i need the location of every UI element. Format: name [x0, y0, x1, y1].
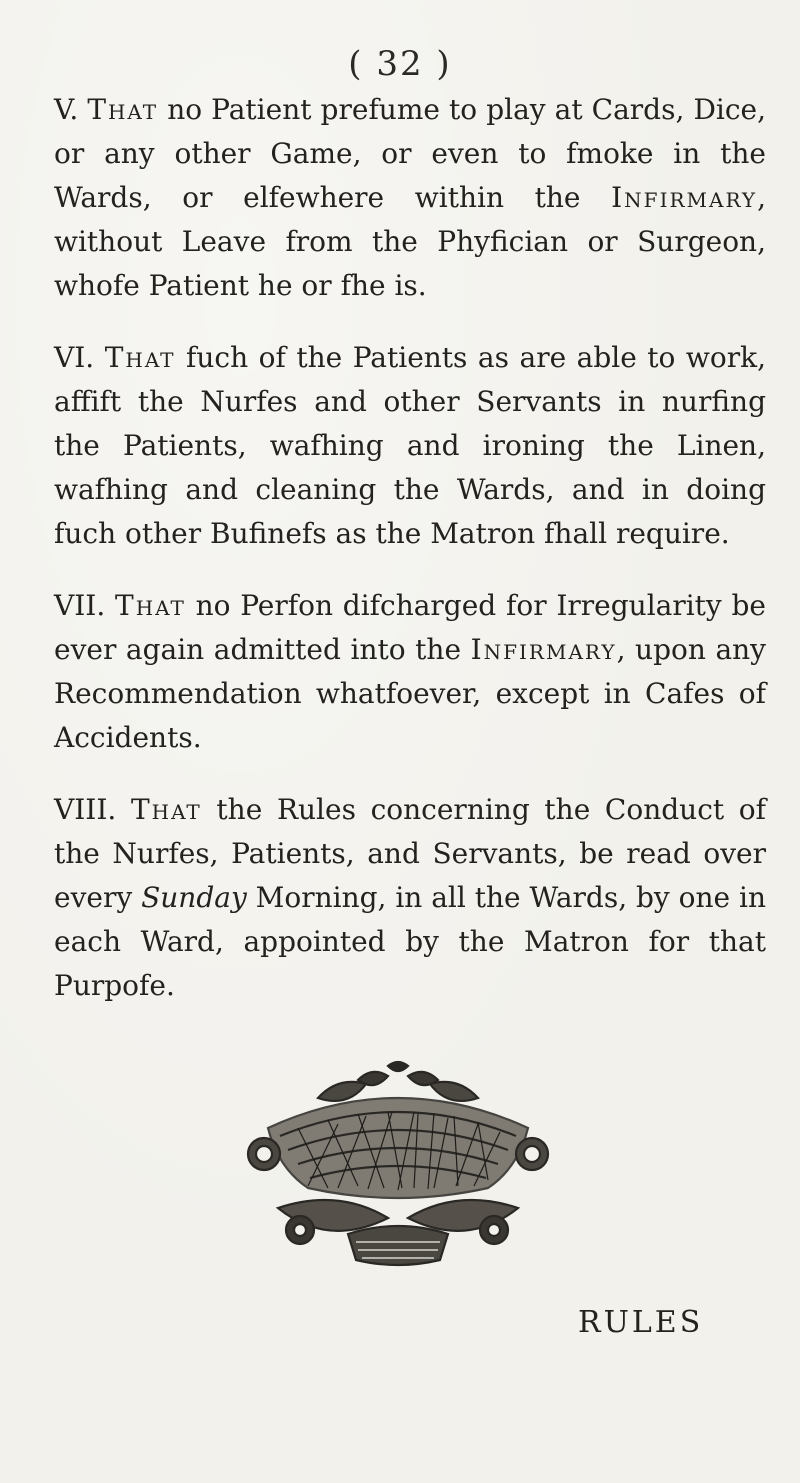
rule-paragraph [54, 336, 766, 556]
catchword: RULES [578, 1305, 704, 1340]
rule-text-segment: Sunday [141, 881, 247, 914]
rule-numeral: VI. [54, 341, 95, 374]
rule-text-segment: no Perfon difcharged for Irregularity be ever again admitted into the [54, 589, 766, 666]
rule-paragraph [54, 88, 766, 308]
rule-paragraph [54, 788, 766, 1008]
rule-lead-word: That [104, 341, 176, 374]
rule-lead-word: That [115, 589, 186, 622]
rule-text-segment: , upon any Recommendation whatfoever, except in Cafes of Accidents. [54, 633, 767, 754]
page-number: ( 32 ) [348, 44, 452, 84]
rule-text-segment: no Patient prefume to play at Cards, Dice, or any other Game, or even to fmoke in the Wards, or elfewhere within the [54, 93, 766, 214]
rules-text-block [54, 88, 766, 1036]
rule-numeral: VIII. [54, 793, 117, 826]
rule-numeral: VII. [54, 589, 106, 622]
rule-paragraph [54, 584, 766, 760]
rule-lead-word: That [130, 793, 202, 826]
rule-text-segment: the Rules concerning the Conduct of the Nurfes, Patients, and Servants, be read over every [54, 793, 766, 914]
rule-text-segment: Infirmary [470, 633, 617, 666]
rule-numeral: V. [54, 93, 79, 126]
rule-text-segment: Morning, in all the Wards, by one in each Ward, appointed by the Matron for that Purpofe. [54, 881, 767, 1002]
floral-basket-ornament-icon [238, 1058, 558, 1278]
rule-text-segment: fuch of the Patients as are able to work, affift the Nurfes and other Servants in nurfing the Patients, wafhing and ironing the Linen, wafhing and cleaning the Wards, and in doing fuch other Bufinefs as the Matron fhall require. [54, 341, 766, 550]
rule-text-segment: Infirmary [611, 181, 758, 214]
rule-text-segment: , without Leave from the Phyfician or Surgeon, whofe Patient he or fhe is. [54, 181, 766, 302]
rule-lead-word: That [87, 93, 159, 126]
